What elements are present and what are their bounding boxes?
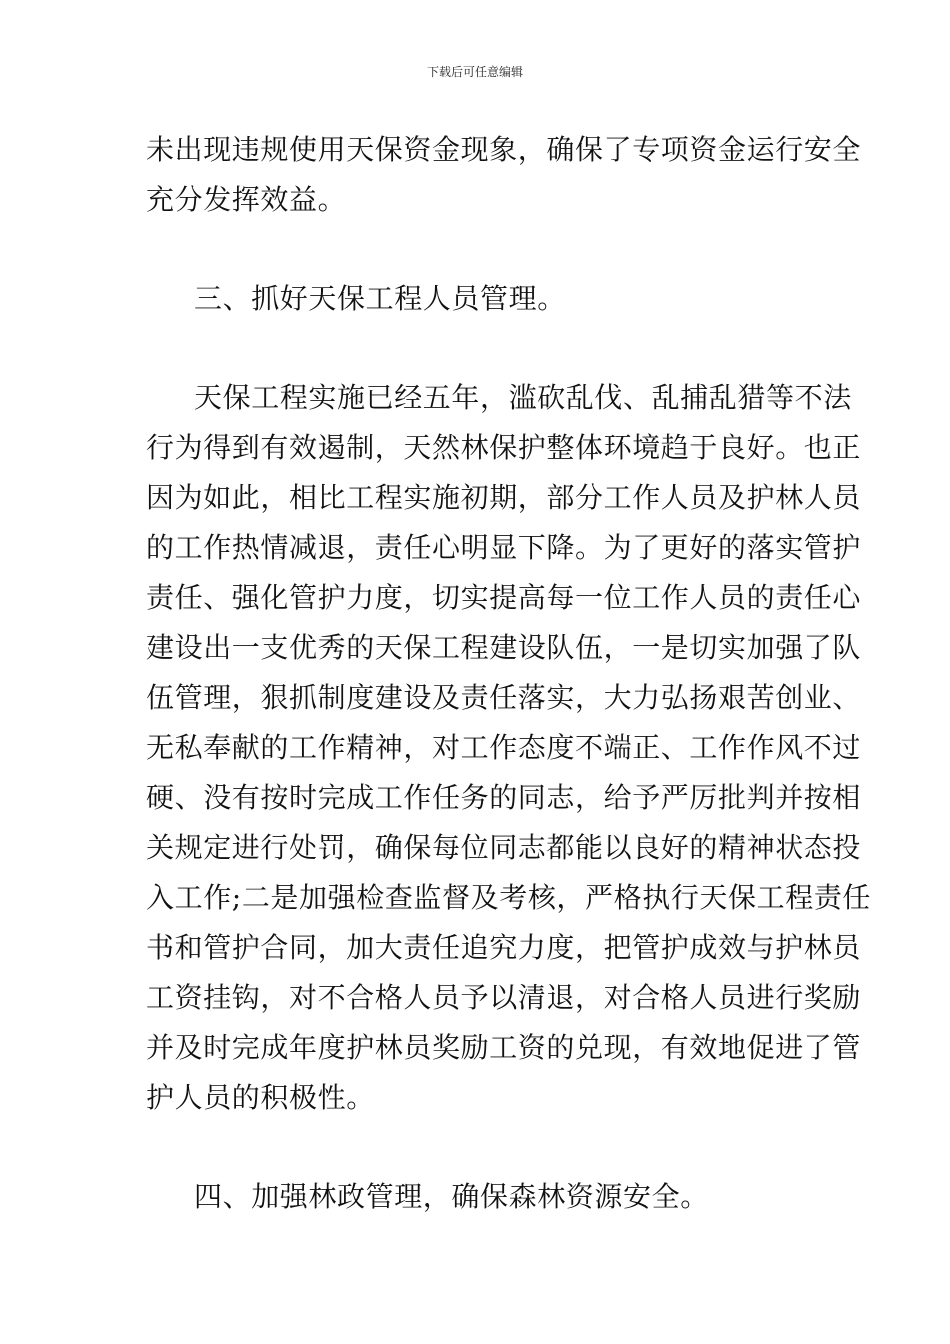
text-line: 未出现违规使用天保资金现象，确保了专项资金运行安全: [146, 133, 862, 166]
text-line: 工资挂钩，对不合格人员予以清退，对合格人员进行奖励: [146, 981, 862, 1014]
page-header-note: 下载后可任意编辑: [426, 65, 523, 79]
text-line: 关规定进行处罚，确保每位同志都能以良好的精神状态投: [146, 831, 862, 864]
text-line: 书和管护合同，加大责任追究力度，把管护成效与护林员: [146, 931, 862, 964]
text-line: 护人员的积极性。: [146, 1081, 375, 1114]
text-line: 入工作;二是加强检查监督及考核，严格执行天保工程责任: [146, 881, 872, 914]
text-line: 充分发挥效益。: [146, 183, 347, 216]
text-line: 伍管理，狠抓制度建设及责任落实，大力弘扬艰苦创业、: [146, 681, 862, 714]
text-line: 天保工程实施已经五年，滥砍乱伐、乱捕乱猎等不法: [194, 381, 852, 414]
text-line: 的工作热情减退，责任心明显下降。为了更好的落实管护: [146, 531, 862, 564]
text-line: 硬、没有按时完成工作任务的同志，给予严厉批判并按相: [146, 781, 862, 814]
section-heading-4: 四、加强林政管理，确保森林资源安全。: [194, 1180, 709, 1213]
text-line: 建设出一支优秀的天保工程建设队伍，一是切实加强了队: [146, 631, 862, 664]
text-line: 行为得到有效遏制，天然林保护整体环境趋于良好。也正: [146, 431, 862, 464]
text-line: 无私奉献的工作精神，对工作态度不端正、工作作风不过: [146, 731, 862, 764]
text-line: 因为如此，相比工程实施初期，部分工作人员及护林人员: [146, 481, 862, 514]
text-line: 并及时完成年度护林员奖励工资的兑现，有效地促进了管: [146, 1031, 862, 1064]
section-heading-3: 三、抓好天保工程人员管理。: [194, 282, 566, 315]
text-line: 责任、强化管护力度，切实提高每一位工作人员的责任心: [146, 581, 862, 614]
